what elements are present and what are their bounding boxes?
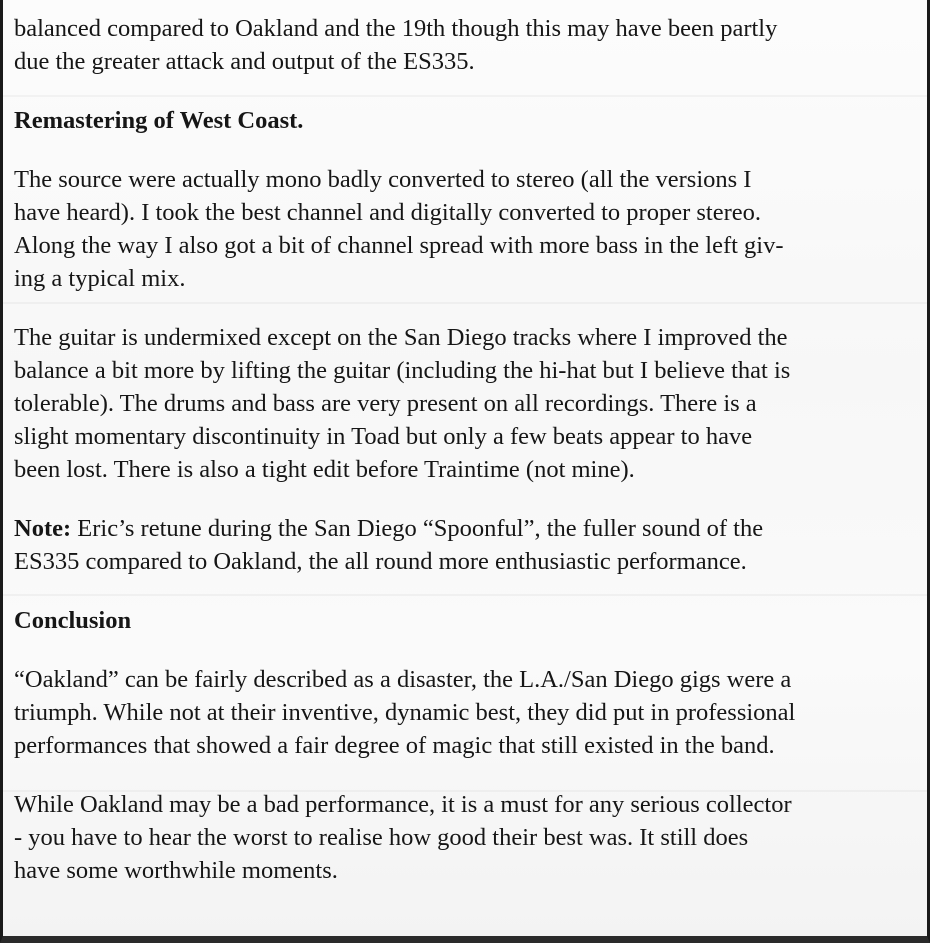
text-line: The guitar is undermixed except on the San Diego tracks where I improved the [14, 324, 788, 351]
note-paragraph [14, 512, 919, 578]
text-line: due the greater attack and output of the ES335. [14, 48, 475, 75]
text-line: Eric’s retune during the San Diego “Spoonful”, the fuller sound of the [71, 515, 764, 542]
guitar-paragraph [14, 321, 919, 486]
text-line: The source were actually mono badly converted to stereo (all the versions I [14, 166, 752, 193]
collector-paragraph [14, 788, 919, 887]
section-heading-remastering: Remastering of West Coast. [14, 107, 304, 134]
text-line: “Oakland” can be fairly described as a disaster, the L.A./San Diego gigs were a [14, 666, 792, 693]
section-heading-conclusion: Conclusion [14, 607, 132, 634]
text-line: Along the way I also got a bit of channel spread with more bass in the left giv- [14, 232, 784, 259]
text-line: slight momentary discontinuity in Toad but only a few beats appear to have [14, 423, 753, 450]
text-line: balanced compared to Oakland and the 19th though this may have been partly [14, 15, 778, 42]
text-line: performances that showed a fair degree of magic that still existed in the band. [14, 732, 775, 759]
text-line: been lost. There is also a tight edit before Traintime (not mine). [14, 456, 635, 483]
text-line: have some worthwhile moments. [14, 857, 338, 884]
text-line: balance a bit more by lifting the guitar (including the hi-hat but I believe that is [14, 357, 791, 384]
note-label: Note: [14, 515, 72, 542]
intro-paragraph [14, 12, 919, 78]
text-line: tolerable). The drums and bass are very present on all recordings. There is a [14, 390, 757, 417]
text-line: ing a typical mix. [14, 265, 186, 292]
source-paragraph [14, 163, 919, 295]
document-body [14, 12, 919, 913]
oakland-paragraph [14, 663, 919, 762]
text-line: - you have to hear the worst to realise how good their best was. It still does [14, 824, 749, 851]
text-line: have heard). I took the best channel and digitally converted to proper stereo. [14, 199, 761, 226]
text-line: triumph. While not at their inventive, dynamic best, they did put in professional [14, 699, 796, 726]
text-line: ES335 compared to Oakland, the all round more enthusiastic performance. [14, 548, 747, 575]
text-line: While Oakland may be a bad performance, it is a must for any serious collector [14, 791, 792, 818]
